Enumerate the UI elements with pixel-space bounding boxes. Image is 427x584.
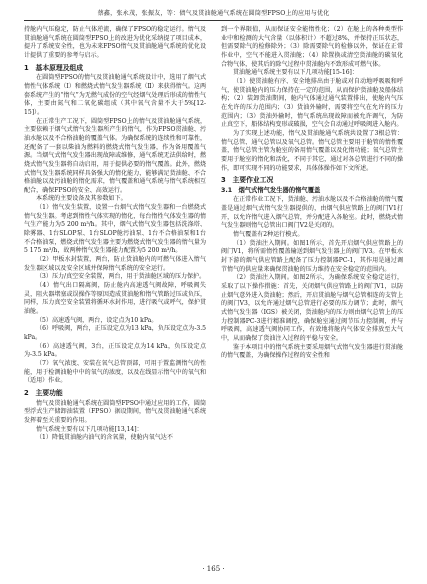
paragraph: 到一个界限值，从而保证安全能惰性化；（2）在舱上的各种类型作业中和检测的大气含量（以体积计）不超过8%，并保持正压状态，但需要除气的检修除外；（3）除需要除气的检修以外，保证在正常作业中，空气不能进入贯油舱；（4）除置换或清空货油舱的碳氧化合物气体，使其后的除气过程中贯油舱内不致形成可燃气体。 xyxy=(221,26,403,68)
paragraph: 本系统的主要设备及其参数如下。 xyxy=(36,195,127,203)
list-item: （5）高速透气阀，两台，设定点为10 kPa。 xyxy=(36,316,158,324)
paragraph: （1）货油注入期间。如图1所示，首先开启烟气供应管路上的阀门V1，将所需惰性覆盖输送到烟气发生器上的阀门V3。在甲板水封下游的烟气供应管路上配备了压力控制器PC-1，其作用是通过调节惰气的供应量来确保贯油舱的压力维持在安全稳定的范围内。 xyxy=(221,239,403,273)
list-item: （4）惰气出口隔离阀，防止舱内高速透气阀故障，呼吸阀失灵，阻火器堵塞或误操作等原因造成贯油舱和惰气管路过压或负压，同样，压力真空安全装置将循环水封作用，进行吸气或呼气，保护贯油舱。 xyxy=(24,282,206,315)
paragraph: 持舱内气压稳定，防止气体逆流，确保了FPSO的稳定运行。惰气及贯油舱通气系统在圆筒型FPSO上的改进为优化采纳提了项目成本，提升了系统安全性，也为未来FPSO惰气及贯油舱通气系统的优化设计提供了重要的参考与启示。 xyxy=(24,26,206,59)
paragraph: 惰气系统主要有以下几项功能[13,14]： xyxy=(36,425,143,433)
paragraph: 鉴于本项目中的惰气系统主要采用烟气式惰气发生器进行贯油舱的惰气覆盖，为确保操作过程的安全性和 xyxy=(221,343,403,360)
paragraph: （2）货油注入期间。如图2所示，为确保系统安全稳定运行，采取了以下操作措施：首先，关闭烟气供应管路上的阀门V1，以防止烟气意外进入货油舱；然后，开启贯油舱与烟气总管相连的支管上的阀门V3，以允许通过烟气总管进行必要的压力调节；此时，烟气式惰气发生器（IGS）被关闭，货油舱内的压力则由烟气总管上的压力控制器PC-3进行精准调控，确保舱室通过阀节压力控制阀，并与呼吸阀，高速透气阀协同工作，有效地将舱内气体安全排放至大气中，从而确保了货油注入过程的平稳与安全。 xyxy=(221,274,403,342)
list-item: （2）甲板水封装置，两台，防止货油舱内的可燃气体进入惰气发生器区域以及安全区域并保障惰气系统的安全运行。 xyxy=(24,256,206,272)
subsection-heading-3-1: 3.1 烟气式惰气发生器的惰气覆盖 xyxy=(221,186,321,194)
paragraph: 在圆筒型FPSO的惰气及贯油舱通气系统设计中，选用了烟气式惰性气体系统（Ⅰ）和燃烧式惰气发生器系统（Ⅱ）来获得惰气。这两套系统产生的“惰气”为无燃气成份的空气经烟气处理后形成的惰性气体，主要由氮气和二氧化碳组成（其中氧气含量不大于5%[12-15]）。 xyxy=(24,74,206,116)
running-header: 蔡鑫，张永茂，张振友，等：债气及贯油舱通气系统在圆筒型FPSO上的应用与优化 xyxy=(97,10,330,17)
list-item: （3）压力/真空安全装置，两台，用于货油舱区域的压力保护。 xyxy=(36,273,206,281)
list-item: （6）高速透气阀，3台，正压设定点为14 kPa，负压设定点为-3.5 kPa。 xyxy=(24,342,206,359)
paragraph: 贯油舱通气系统主要有以下几项功能[15-16]： xyxy=(233,69,358,77)
paragraph: 惰气覆盖有2种运行模式。 xyxy=(233,231,304,239)
left-column xyxy=(24,26,206,443)
header-rule xyxy=(24,20,403,21)
paragraph: （1）使贯油舱有序、安全地排出由于舱或对自动地呼吸吸和呼气，使贯油舱内的压力保持在一定的范围，从而保护货油舱及船体结构；（2）装卸货油期间，舱内气体通过通气装置排出，使舱内气压在允许的压力范围内；（3）货油外输时，需要将空气在允许的压力范围内；（3）货油外输时，惰气系统出现故障而被允许调气，为防止真空下，船体结构变形或破损，空气会自动通过呼吸阀进入舱内。 xyxy=(221,77,403,129)
section-heading-3: 3 主要作业工况 xyxy=(221,176,274,185)
paragraph: （1）降低贯油舱内油气的含氧量，使舱内氧气达不 xyxy=(36,434,173,442)
paragraph: 在正常作业工况下，货油舱、污油水舱以及不合格油舱的惰气覆盖是通过烟气式惰气发生器提供的，由烟气供应管路上的阀门V1打开，以允许惰气进入烟气总管，并分配进入各舱室。此时，燃烧式惰气发生器则惰气总管出口阀门V2是关闭的。 xyxy=(221,196,403,230)
paragraph: 为了实现上述功能，惰气及贯油舱通气系统共设置了3根总管：惰气总管、通气总管以及氧气总管。惰气总管主要用于舱管的惰性覆盖，惰气总管主管为舱室的备用惰气覆盖以及化惰功能；氧气总管主要用于舱室的惰化和活化，不同于其它，通过对各总管进行不同的操作，即可实现不同的功能要求，具体体操作如下文所述。 xyxy=(221,129,403,172)
paragraph: 惰气及贯油舱通气系统在圆筒型FPSO中通过应用的工作，圆筒型浮式生产储卸油装置（FPSO）据设期间，惰气及贯油舱通气系统发挥着至关重要的作用。 xyxy=(24,399,206,424)
page-number: · 165 · xyxy=(202,565,225,573)
right-column xyxy=(221,26,403,361)
paragraph: 在正常生产工况下，圆筒型FPSO上的惰气及贯油舱通气系统，主要依赖于烟气式惰气发生器所产生的惰气，作为FPSO贯油舱、污油水舱以及不合格油舱的覆盖气体。为确保系统的连续性和可靠性，还配备了一套以柴油为燃料的燃烧式惰气发生器，作为备用覆盖气源。当烟气式惰气发生器出现故障或维修，通气系统无法供给时，燃烧式惰气发生器将自动启用，用于提供必要的惰气覆盖。此外，燃烧式惰气发生器系统同样具备强大的惰化能力，能够满足货油舱、不合格油舱以及污油舱的惰化需求，惰气覆盖和通气系统与惰气系统相互配合，确保FPSO的安全、高效运行。 xyxy=(24,117,206,194)
section-heading-2: 2 主要功能 xyxy=(24,388,63,397)
list-item: （7）氧气浓度、安装在氧气总管顶部，可用于置监测惰气的性能，用于检测油舱中中的氧气的浓度，以及在线显示惰气中的氧气和（适用）作业。 xyxy=(24,359,206,385)
list-item: （1）惰气发生装置，设置一台烟气式惰气发生器和一台燃烧式惰气发生器。考虑到惰性气体实现的惰化，每台惰性气体发生器的惰气生产能力为5 200 m³/h。其中，烟气式惰气发生器包括洗涤塔、除雾器、1台SLOP泵、1台SLOP舱污油泵、1台不合格油泵和1台不合格油泵，燃烧式惰气发生器主要为燃烧式惰气发生器的惰气量为5 175 m³/h，故两种惰气发生器能力配置为5 200 m³/h。 xyxy=(24,204,206,255)
list-item: （6）呼吸阀，两台，正压设定点为13 kPa，负压设定点为-3.5 kPa。 xyxy=(24,325,206,341)
section-heading-1: 1 基本原理及组成 xyxy=(24,63,84,72)
